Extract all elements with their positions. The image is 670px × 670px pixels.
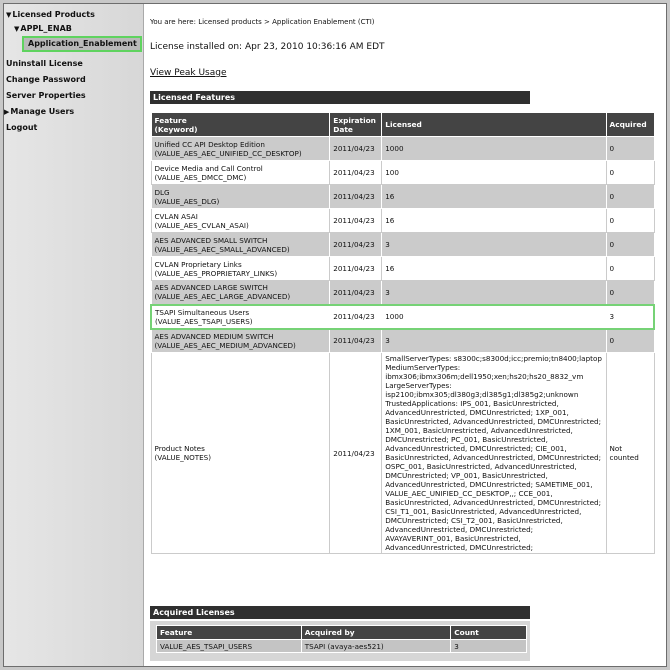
acquired-count-cell: 3 — [451, 640, 527, 653]
licensed-cell: 100 — [382, 161, 606, 185]
feature-cell — [151, 161, 330, 185]
feature-cell — [151, 185, 330, 209]
acquired-licenses-table — [156, 625, 527, 653]
feature-keyword: (VALUE_AES_PROPRIETARY_LINKS) — [154, 268, 278, 278]
licensed-features-table — [150, 112, 655, 554]
table-row — [151, 233, 654, 257]
acquired-cell: 0 — [606, 329, 654, 353]
column-header-expiration: Expiration Date — [330, 113, 382, 137]
column-header-acquired-by: Acquired by — [301, 626, 450, 640]
licensed-cell: 16 — [382, 257, 606, 281]
feature-cell — [151, 305, 330, 329]
feature-keyword: (VALUE_NOTES) — [154, 453, 212, 462]
sidebar-item-appl-enab[interactable] — [4, 23, 143, 35]
table-header-row — [151, 113, 654, 137]
feature-keyword: (VALUE_AES_DLG) — [154, 196, 220, 206]
feature-name: DLG — [154, 187, 170, 197]
feature-cell — [151, 209, 330, 233]
expiration-cell: 2011/04/23 — [330, 257, 382, 281]
view-peak-usage-link[interactable]: View Peak Usage — [150, 68, 227, 78]
licensed-cell: 3 — [382, 329, 606, 353]
column-header-feature: Feature (Keyword) — [151, 113, 330, 137]
feature-cell — [151, 233, 330, 257]
acquired-cell: 0 — [606, 281, 654, 305]
licensed-cell: 1000 — [382, 305, 606, 329]
sidebar-item-server-properties[interactable]: Server Properties — [6, 91, 86, 100]
sidebar-item-licensed-products[interactable] — [4, 7, 143, 23]
expiration-cell: 2011/04/23 — [330, 305, 382, 329]
feature-cell — [151, 281, 330, 305]
product-notes-cell: SmallServerTypes: s8300c;s8300d;icc;premio;tn8400;laptop MediumServerTypes: ibmx306;ibmx306m;dell1950;xen;hs20;hs20_8832_vm LargeServerTypes: isp2100;ibmx305;dl380g3;dl385g1;dl385g2;unknown TrustedApplications: IPS_001, BasicUnrestricted, AdvancedUnrestricted, DMCUnrestricted; 1XP_001, BasicUnrestricted, AdvancedUnrestricted, DMCUnrestricted; 1XM_001, BasicUnrestricted, AdvancedUnrestricted, DMCUnrestricted; PC_001, BasicUnrestricted, AdvancedUnrestricted, DMCUnrestricted; CIE_001, BasicUnrestricted, AdvancedUnrestricted, DMCUnrestricted; OSPC_001, BasicUnrestricted, AdvancedUnrestricted, DMCUnrestricted; VP_001, BasicUnrestricted, AdvancedUnrestricted, DMCUnrestricted; SAMETIME_001, VALUE_AEC_UNIFIED_CC_DESKTOP,,; CCE_001, BasicUnrestricted, AdvancedUnrestricted, DMCUnrestricted; CSI_T1_001, BasicUnrestricted, AdvancedUnrestricted, DMCUnrestricted; CSI_T2_001, BasicUnrestricted, AdvancedUnrestricted, DMCUnrestricted; AVAYAVERINT_001, BasicUnrestricted, AdvancedUnrestricted, DMCUnrestricted; — [382, 353, 606, 554]
sidebar-item-uninstall-license[interactable]: Uninstall License — [6, 59, 83, 68]
table-row — [151, 161, 654, 185]
feature-keyword: (VALUE_AES_DMCC_DMC) — [154, 172, 247, 182]
table-row-notes — [151, 353, 654, 554]
app-frame — [3, 3, 667, 667]
licensed-cell: 3 — [382, 233, 606, 257]
feature-name: Unified CC API Desktop Edition — [154, 139, 265, 149]
feature-name: AES ADVANCED LARGE SWITCH — [154, 283, 268, 293]
column-header-count: Count — [451, 626, 527, 640]
acquired-cell: 0 — [606, 185, 654, 209]
feature-keyword: (VALUE_AES_AEC_SMALL_ADVANCED) — [154, 244, 290, 254]
chevron-right-icon: ▶ — [4, 108, 10, 116]
column-header-acquired: Acquired — [606, 113, 654, 137]
feature-cell — [151, 329, 330, 353]
table-row — [151, 209, 654, 233]
feature-keyword: (VALUE_AES_AEC_MEDIUM_ADVANCED) — [154, 340, 296, 350]
acquired-cell: 0 — [606, 137, 654, 161]
expiration-cell: 2011/04/23 — [330, 353, 382, 554]
license-installed-text: License installed on: Apr 23, 2010 10:36:16 AM EDT — [150, 42, 385, 52]
table-row — [157, 640, 527, 653]
acquired-licenses-title: Acquired Licenses — [150, 606, 530, 619]
feature-name: TSAPI Simultaneous Users — [155, 307, 250, 317]
sidebar-item-change-password[interactable]: Change Password — [6, 75, 86, 84]
sidebar-item-label: Licensed Products — [12, 10, 95, 19]
expiration-cell: 2011/04/23 — [330, 185, 382, 209]
acquired-feature-cell: VALUE_AES_TSAPI_USERS — [157, 640, 302, 653]
table-row — [151, 329, 654, 353]
sidebar-item-label: Manage Users — [10, 107, 75, 116]
table-row — [151, 137, 654, 161]
sidebar-item-application-enablement[interactable] — [22, 36, 142, 52]
feature-keyword: (VALUE_AES_AEC_UNIFIED_CC_DESKTOP) — [154, 148, 302, 158]
feature-keyword: (VALUE_AES_CVLAN_ASAI) — [154, 220, 249, 230]
table-row — [151, 185, 654, 209]
licensed-features-title: Licensed Features — [150, 91, 530, 104]
acquired-by-cell: TSAPI (avaya-aes521) — [301, 640, 450, 653]
acquired-cell: Not counted — [606, 353, 654, 554]
licensed-cell: 3 — [382, 281, 606, 305]
feature-name: AES ADVANCED SMALL SWITCH — [154, 235, 268, 245]
feature-keyword: (VALUE_AES_TSAPI_USERS) — [155, 316, 253, 326]
expiration-cell: 2011/04/23 — [330, 137, 382, 161]
sidebar-item-label: APPL_ENAB — [20, 24, 72, 33]
feature-name: CVLAN ASAI — [154, 211, 198, 221]
expiration-cell: 2011/04/23 — [330, 233, 382, 257]
feature-keyword: (VALUE_AES_AEC_LARGE_ADVANCED) — [154, 292, 291, 302]
feature-name: AES ADVANCED MEDIUM SWITCH — [154, 331, 274, 341]
column-header-feature: Feature — [157, 626, 302, 640]
licensed-cell: 1000 — [382, 137, 606, 161]
feature-name: Device Media and Call Control — [154, 163, 263, 173]
breadcrumb: You are here: Licensed products > Application Enablement (CTI) — [150, 18, 375, 26]
acquired-cell: 0 — [606, 233, 654, 257]
expiration-cell: 2011/04/23 — [330, 329, 382, 353]
feature-name: Product Notes — [154, 444, 205, 453]
chevron-down-icon: ▼ — [14, 25, 20, 33]
licensed-cell: 16 — [382, 185, 606, 209]
expiration-cell: 2011/04/23 — [330, 209, 382, 233]
feature-cell — [151, 257, 330, 281]
acquired-cell: 0 — [606, 161, 654, 185]
expiration-cell: 2011/04/23 — [330, 161, 382, 185]
licensed-cell: 16 — [382, 209, 606, 233]
table-row — [151, 257, 654, 281]
sidebar — [4, 4, 144, 666]
feature-cell — [151, 137, 330, 161]
table-header-row — [157, 626, 527, 640]
sidebar-item-manage-users[interactable] — [4, 104, 143, 120]
sidebar-item-logout[interactable]: Logout — [6, 123, 38, 132]
table-row — [151, 305, 654, 329]
acquired-cell: 3 — [606, 305, 654, 329]
acquired-cell: 0 — [606, 257, 654, 281]
feature-name: CVLAN Proprietary Links — [154, 259, 242, 269]
acquired-cell: 0 — [606, 209, 654, 233]
table-row — [151, 281, 654, 305]
sidebar-item-label: Application_Enablement — [28, 39, 137, 48]
feature-cell — [151, 353, 330, 554]
chevron-down-icon: ▼ — [6, 11, 12, 19]
expiration-cell: 2011/04/23 — [330, 281, 382, 305]
column-header-licensed: Licensed — [382, 113, 606, 137]
